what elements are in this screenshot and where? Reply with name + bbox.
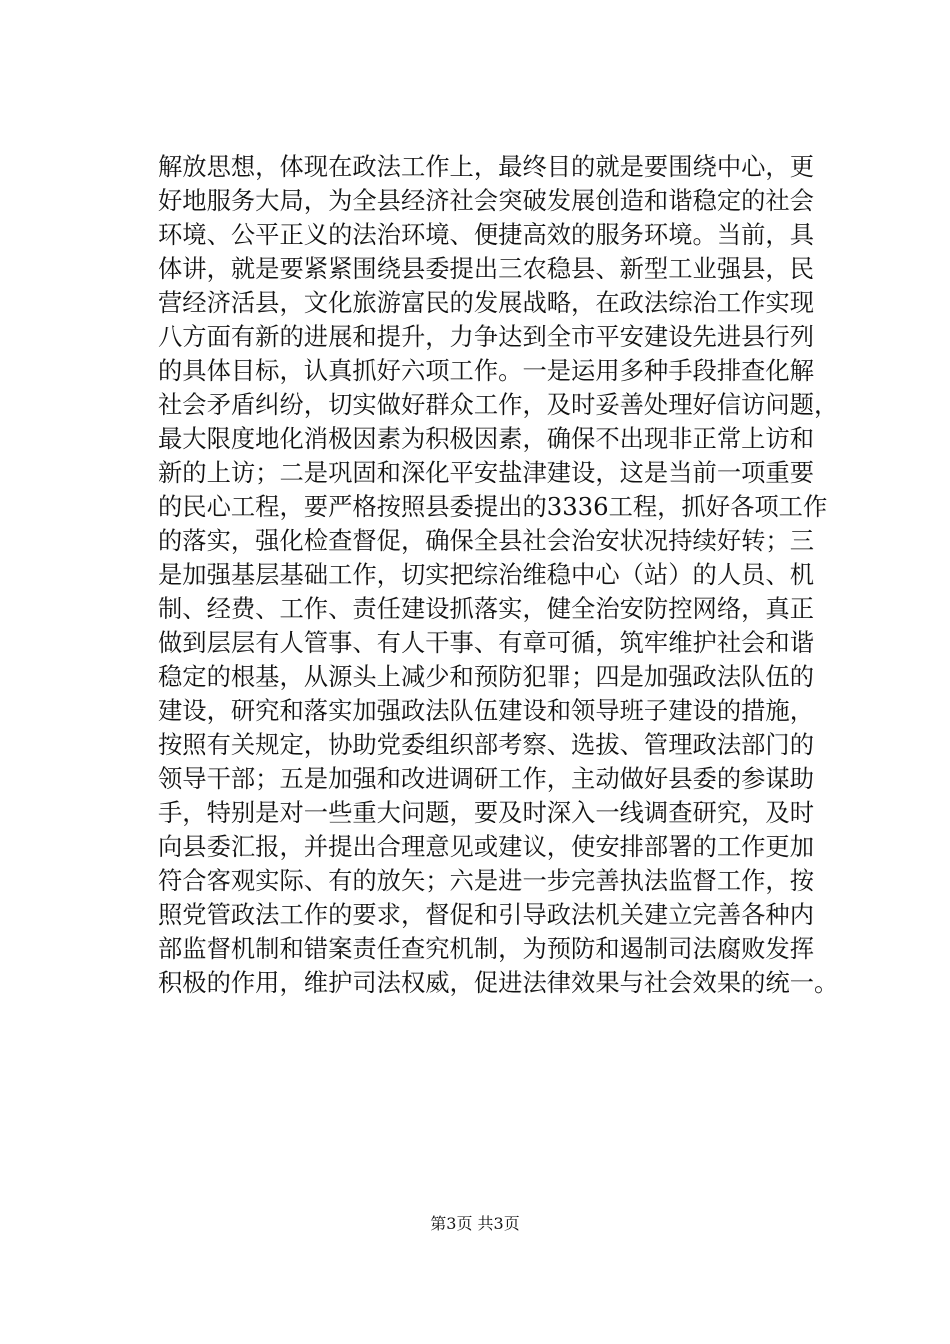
paragraph-line: 向县委汇报，并提出合理意见或建议，使安排部署的工作更加	[158, 832, 815, 861]
paragraph-line: 社会矛盾纠纷，切实做好群众工作，及时妥善处理好信访问题，	[158, 390, 839, 419]
paragraph-line: 部监督机制和错案责任查究机制，为预防和遏制司法腐败发挥	[158, 934, 815, 963]
paragraph-line: 的落实，强化检查督促，确保全县社会治安状况持续好转；三	[158, 526, 815, 555]
paragraph-line: 稳定的根基，从源头上减少和预防犯罪；四是加强政法队伍的	[158, 662, 815, 691]
paragraph-line: 环境、公平正义的法治环境、便捷高效的服务环境。当前，具	[158, 220, 815, 249]
paragraph-line: 手，特别是对一些重大问题，要及时深入一线调查研究，及时	[158, 798, 815, 827]
paragraph-line: 新的上访；二是巩固和深化平安盐津建设，这是当前一项重要	[158, 458, 815, 487]
paragraph-line: 是加强基层基础工作，切实把综治维稳中心（站）的人员、机	[158, 560, 815, 589]
paragraph-line: 制、经费、工作、责任建设抓落实，健全治安防控网络，真正	[158, 594, 815, 623]
paragraph-line: 体讲，就是要紧紧围绕县委提出三农稳县、新型工业强县，民	[158, 254, 815, 283]
paragraph-line: 做到层层有人管事、有人干事、有章可循，筑牢维护社会和谐	[158, 628, 815, 657]
paragraph-line: 的具体目标，认真抓好六项工作。一是运用多种手段排查化解	[158, 356, 815, 385]
paragraph-line: 的民心工程，要严格按照县委提出的3336工程，抓好各项工作	[158, 492, 828, 521]
paragraph-line: 解放思想，体现在政法工作上，最终目的就是要围绕中心，更	[158, 152, 815, 181]
paragraph-line: 好地服务大局，为全县经济社会突破发展创造和谐稳定的社会	[158, 186, 815, 215]
body-paragraph	[158, 150, 848, 1000]
paragraph-line: 照党管政法工作的要求，督促和引导政法机关建立完善各种内	[158, 900, 815, 929]
paragraph-line: 营经济活县，文化旅游富民的发展战略，在政法综治工作实现	[158, 288, 815, 317]
paragraph-line: 建设，研究和落实加强政法队伍建设和领导班子建设的措施，	[158, 696, 815, 725]
paragraph-line: 符合客观实际、有的放矢；六是进一步完善执法监督工作，按	[158, 866, 815, 895]
paragraph-line: 八方面有新的进展和提升，力争达到全市平安建设先进县行列	[158, 322, 815, 351]
paragraph-line: 积极的作用，维护司法权威，促进法律效果与社会效果的统一。	[158, 968, 839, 997]
paragraph-line: 领导干部；五是加强和改进调研工作，主动做好县委的参谋助	[158, 764, 815, 793]
paragraph-line: 最大限度地化消极因素为积极因素，确保不出现非正常上访和	[158, 424, 815, 453]
page-number-footer: 第3页 共3页	[430, 1214, 520, 1233]
paragraph-line: 按照有关规定，协助党委组织部考察、选拔、管理政法部门的	[158, 730, 815, 759]
